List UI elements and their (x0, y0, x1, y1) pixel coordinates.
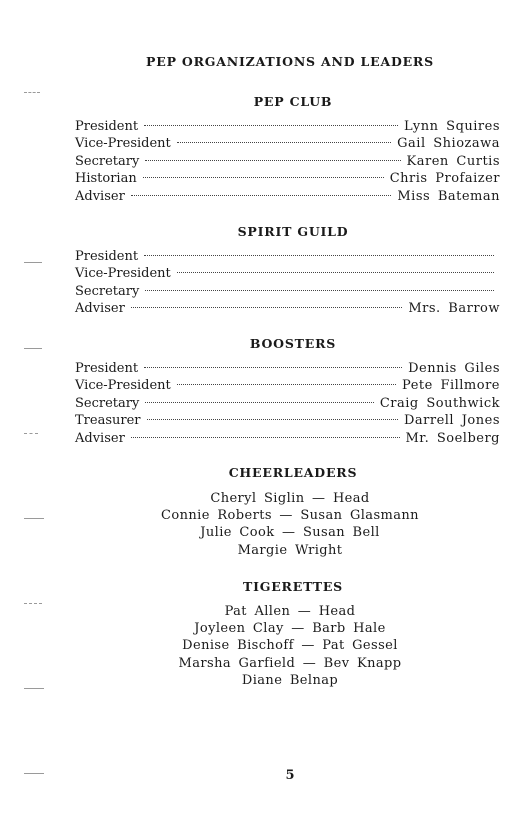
pep-club-officer-list (75, 118, 500, 205)
margin-mark (24, 262, 42, 263)
margin-mark (24, 688, 44, 689)
member-line: Connie Roberts — Susan Glasmann (161, 508, 419, 524)
dotted-leader (131, 437, 400, 438)
officer-role: Secretary (75, 153, 140, 169)
officer-row (75, 283, 500, 300)
officer-name: Karen Curtis (406, 153, 500, 169)
member-line: Julie Cook — Susan Bell (200, 525, 380, 541)
dotted-leader (145, 290, 494, 291)
officer-role: Historian (75, 171, 137, 187)
section-heading-pep-club: PEP CLUB (253, 94, 333, 109)
officer-role: President (75, 361, 139, 376)
officer-row (75, 300, 500, 317)
margin-mark (24, 348, 42, 349)
dotted-leader (145, 402, 374, 403)
officer-role: Vice-President (75, 378, 171, 394)
member-line: Pat Allen — Head (224, 604, 356, 619)
officer-role: Adviser (75, 301, 125, 317)
officer-role: President (75, 249, 139, 264)
boosters-officer-list (75, 360, 500, 447)
officer-name: Gail Shiozawa (397, 136, 500, 152)
dotted-leader (143, 177, 384, 178)
officer-name: Dennis Giles (408, 361, 500, 376)
margin-mark (24, 433, 38, 434)
officer-name: Pete Fillmore (402, 378, 500, 394)
officer-name: Miss Bateman (397, 188, 500, 204)
officer-role: Treasurer (75, 413, 141, 429)
member-line: Joyleen Clay — Barb Hale (194, 621, 386, 637)
officer-name: Mrs. Barrow (408, 301, 500, 317)
page-title: PEP ORGANIZATIONS AND LEADERS (146, 54, 434, 69)
dotted-leader (144, 255, 494, 256)
tigerettes-member-list (0, 603, 526, 689)
section-heading-spirit-guild: SPIRIT GUILD (237, 224, 349, 239)
officer-row (75, 248, 500, 265)
cheerleaders-member-list (0, 490, 526, 559)
officer-row (75, 265, 500, 282)
officer-row (75, 360, 500, 377)
officer-name: Lynn Squires (404, 119, 500, 134)
dotted-leader (177, 272, 494, 273)
margin-mark (24, 92, 40, 93)
member-line: Margie Wright (237, 542, 343, 558)
margin-mark (24, 518, 44, 519)
section-heading-tigerettes: TIGERETTES (243, 579, 343, 594)
page-number: 5 (285, 768, 295, 783)
officer-row (75, 170, 500, 187)
member-line: Cheryl Siglin — Head (210, 491, 370, 506)
officer-role: Vice-President (75, 136, 171, 152)
officer-row (75, 135, 500, 152)
officer-role: President (75, 119, 139, 134)
officer-row (75, 153, 500, 170)
spirit-guild-officer-list (75, 248, 500, 318)
dotted-leader (144, 367, 402, 368)
dotted-leader (177, 142, 391, 143)
dotted-leader (144, 125, 398, 126)
dotted-leader (147, 419, 398, 420)
officer-role: Secretary (75, 395, 140, 411)
member-line: Diane Belnap (241, 672, 339, 688)
officer-row (75, 118, 500, 135)
officer-row (75, 430, 500, 447)
officer-name: Darrell Jones (403, 413, 500, 429)
officer-role: Adviser (75, 430, 125, 446)
officer-name: Craig Southwick (379, 395, 500, 411)
dotted-leader (131, 307, 403, 308)
margin-mark (24, 773, 44, 774)
officer-row (75, 412, 500, 429)
section-heading-cheerleaders: CHEERLEADERS (228, 465, 358, 480)
dotted-leader (177, 384, 396, 385)
dotted-leader (145, 160, 400, 161)
section-heading-boosters: BOOSTERS (249, 336, 337, 351)
member-line: Denise Bischoff — Pat Gessel (182, 638, 398, 654)
officer-row (75, 377, 500, 394)
officer-role: Vice-President (75, 266, 171, 282)
officer-row (75, 395, 500, 412)
officer-name: Mr. Soelberg (405, 430, 500, 446)
officer-row (75, 188, 500, 205)
officer-name: Chris Profaizer (389, 171, 500, 187)
member-line: Marsha Garfield — Bev Knapp (178, 655, 402, 671)
officer-role: Adviser (75, 188, 125, 204)
officer-role: Secretary (75, 283, 140, 299)
margin-mark (24, 603, 42, 604)
dotted-leader (131, 195, 392, 196)
